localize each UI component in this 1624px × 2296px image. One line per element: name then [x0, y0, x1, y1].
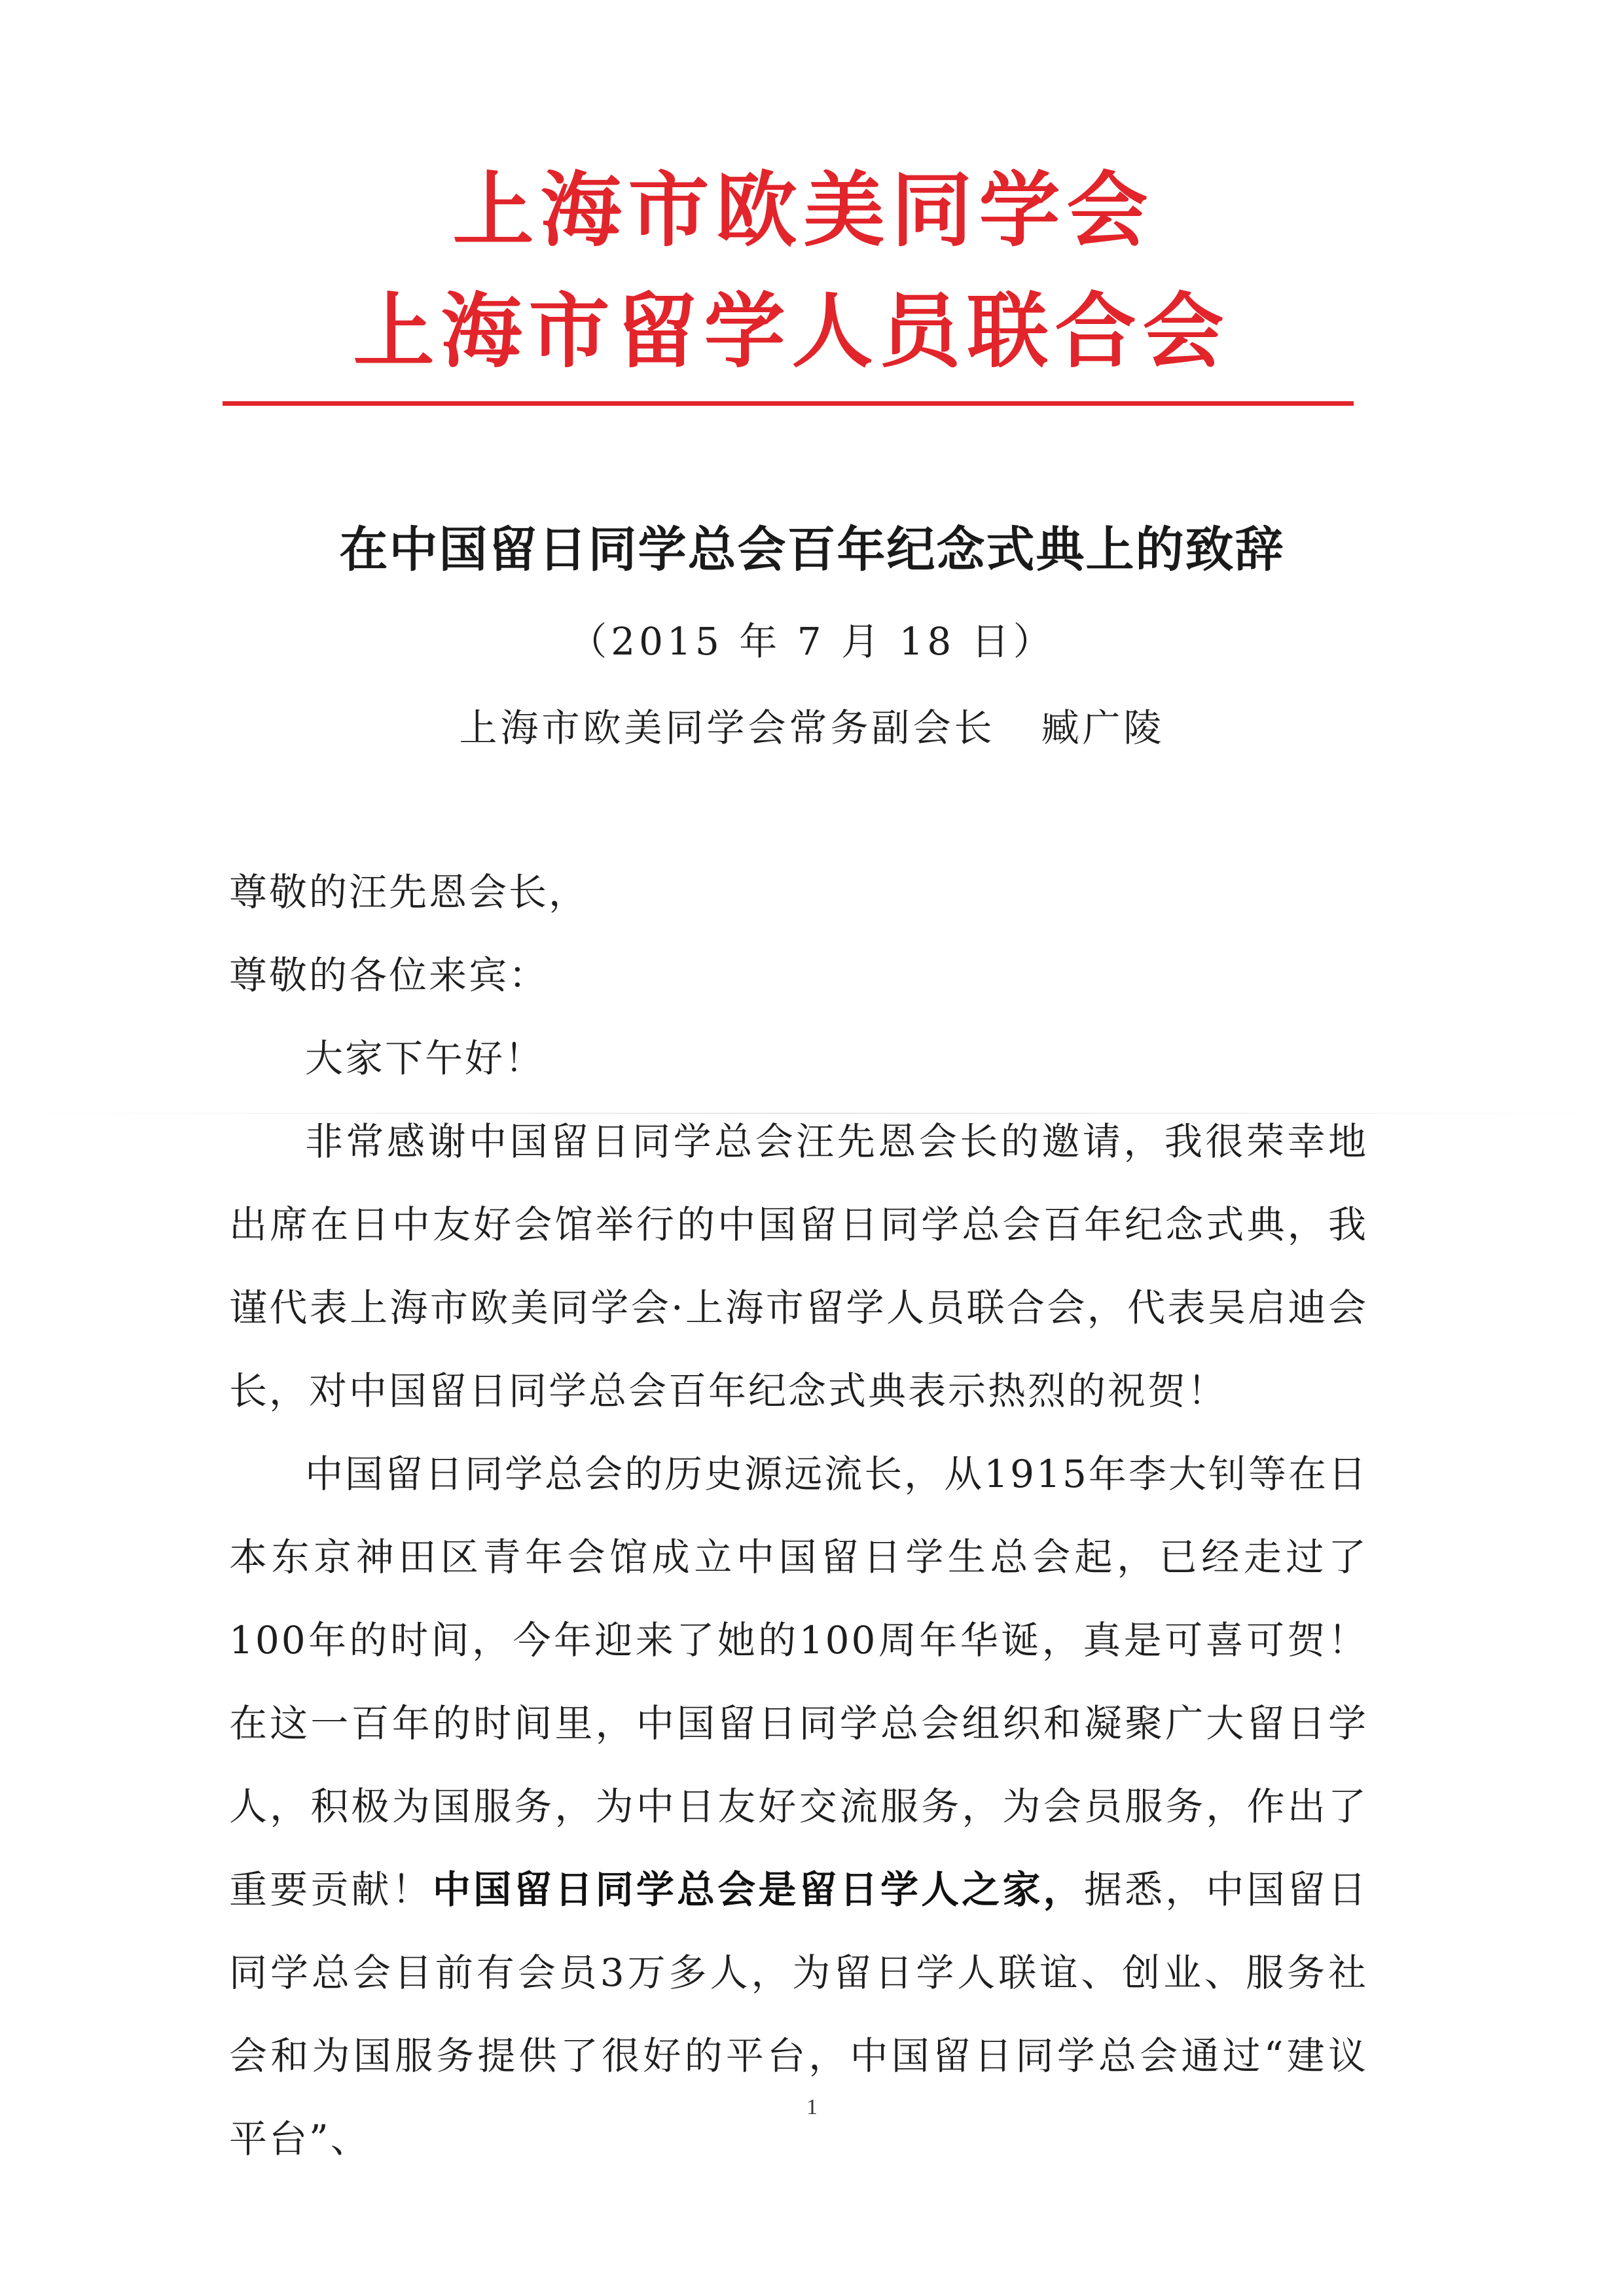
letterhead-divider	[223, 401, 1354, 406]
speech-title: 在中国留日同学总会百年纪念式典上的致辞	[339, 522, 1285, 578]
speaker-role: 上海市欧美同学会常务副会长	[459, 706, 996, 750]
speech-body	[229, 851, 1368, 2181]
speaker-line	[0, 707, 1624, 749]
letterhead-org-line1: 上海市欧美同学会	[452, 163, 1155, 258]
paragraph-2	[229, 1433, 1368, 2181]
greeting-line: 大家下午好！	[305, 1036, 545, 1081]
paragraph-2-text-b: 据悉，中国留日同学总会目前有会员3万多人，为留日学人联谊、创业、服务社会和为国服务提供了很好的平台，中国留日同学总会通过“建议平台”、	[229, 1867, 1368, 2161]
letterhead	[0, 163, 1624, 379]
paragraph-1: 非常感谢中国留日同学总会汪先恩会长的邀请，我很荣幸地出席在日中友好会馆举行的中国留日同学总会百年纪念式典，我谨代表上海市欧美同学会·上海市留学人员联合会，代表吴启迪会长，对中国留日同学总会百年纪念式典表示热烈的祝贺！	[229, 1119, 1368, 1413]
salutation-line: 尊敬的各位来宾：	[229, 953, 549, 997]
speech-date: （2015 年 7 月 18 日）	[569, 619, 1055, 664]
paragraph-2-text-a: 中国留日同学总会的历史源远流长，从1915年李大钊等在日本东京神田区青年会馆成立中国留日学生总会起，已经走过了100年的时间，今年迎来了她的100周年华诞，真是可喜可贺！在这一百年的时间里，中国留日同学总会组织和凝聚广大留日学人，积极为国服务，为中日友好交流服务，为会员服务，作出了重要贡献！	[229, 1452, 1368, 1912]
salutation-line: 尊敬的汪先恩会长，	[229, 870, 589, 914]
speaker-name: 臧广陵	[1041, 706, 1165, 750]
paragraph-2-bold-statement: 中国留日同学总会是留日学人之家，	[432, 1867, 1084, 1912]
letterhead-org-line2: 上海市留学人员联合会	[353, 284, 1231, 379]
page-number: 1	[806, 2095, 818, 2119]
